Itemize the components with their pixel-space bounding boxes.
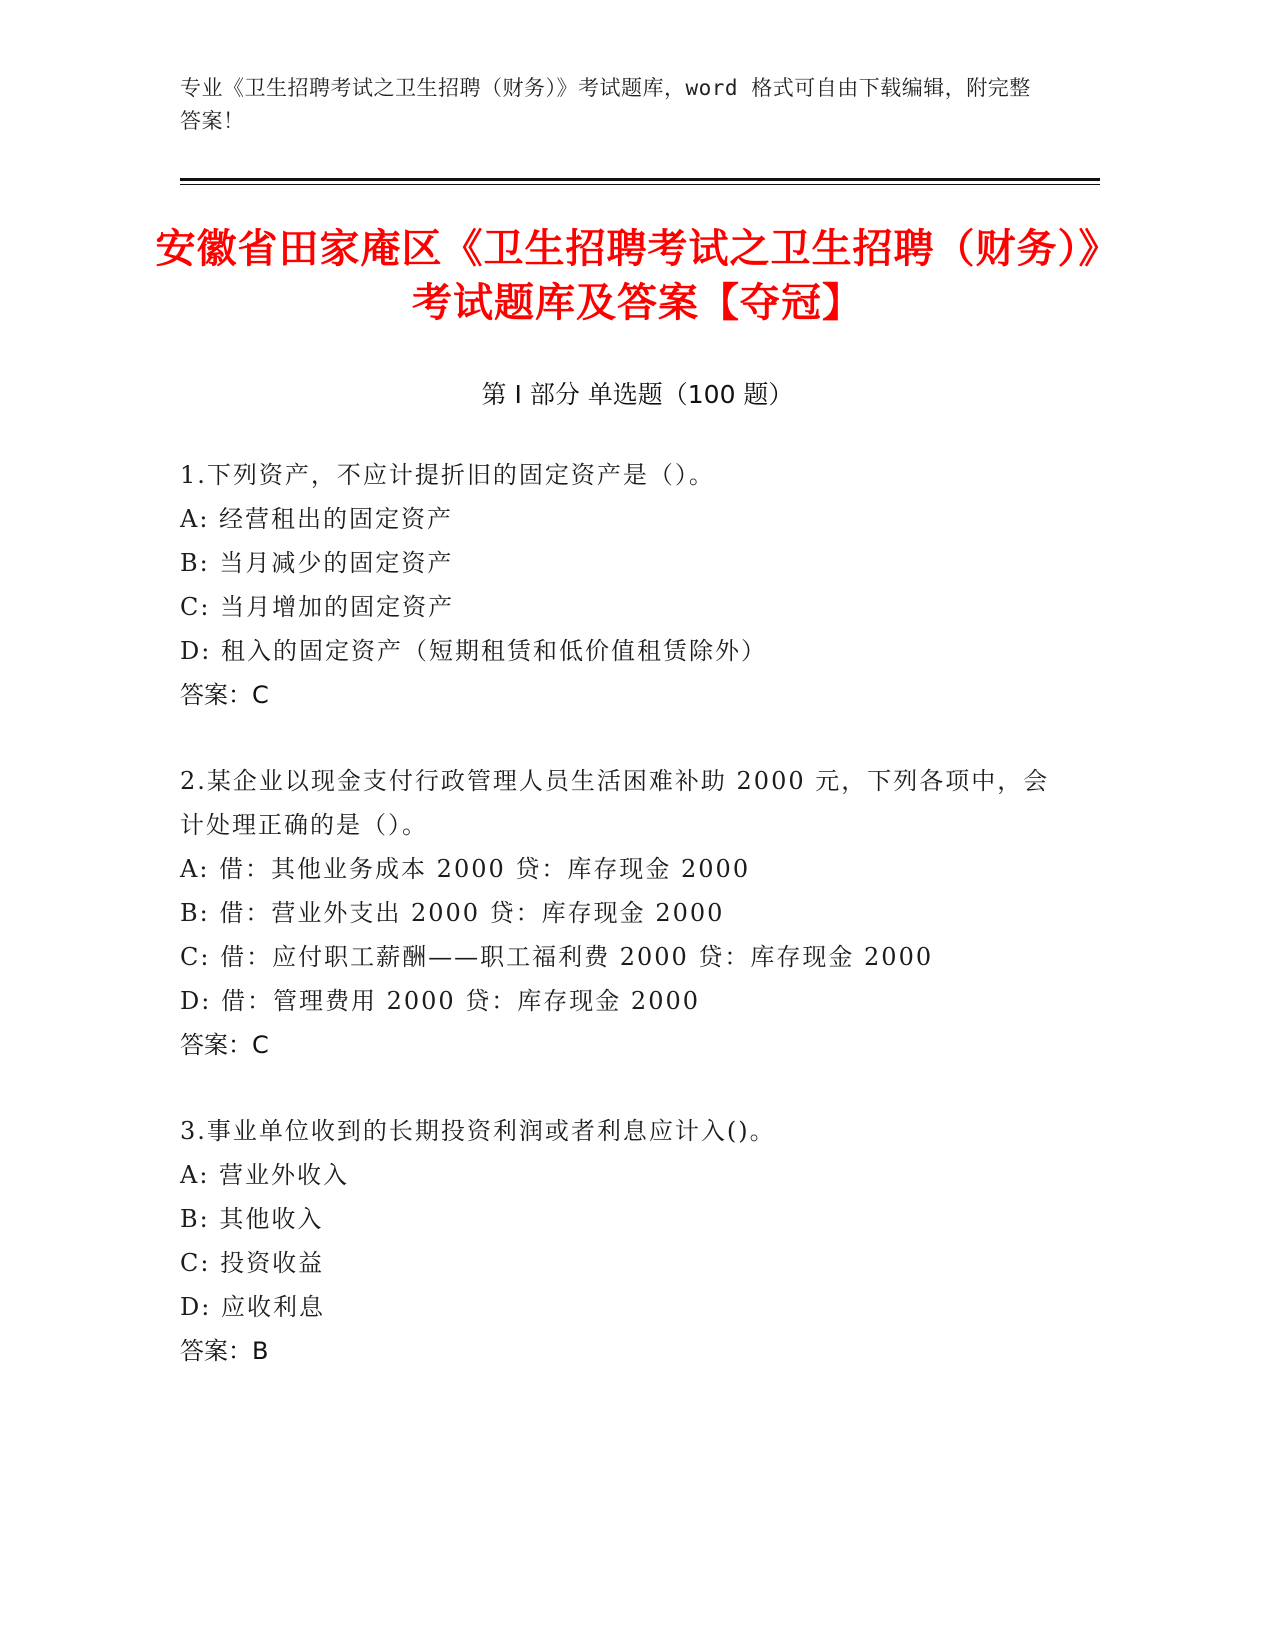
section-heading: 第 I 部分 单选题（100 题） — [481, 380, 794, 409]
option-c: C: 当月增加的固定资产 — [180, 593, 455, 621]
option-a: A: 借：其他业务成本 2000 贷：库存现金 2000 — [180, 855, 751, 883]
question-list — [180, 453, 1060, 1415]
option-d: D: 应收利息 — [180, 1293, 325, 1321]
option-a: A: 营业外收入 — [180, 1161, 350, 1189]
option-b: B: 借：营业外支出 2000 贷：库存现金 2000 — [180, 899, 725, 927]
header-note: 专业《卫生招聘考试之卫生招聘（财务）》考试题库，word 格式可自由下载编辑，附完整答案！ — [180, 76, 1031, 133]
option-a: A: 经营租出的固定资产 — [180, 505, 454, 533]
answer-label: 答案：C — [180, 681, 269, 709]
question-stem: 2.某企业以现金支付行政管理人员生活困难补助 2000 元，下列各项中，会计处理正确的是（）。 — [180, 767, 1050, 839]
question-2 — [180, 759, 1060, 1067]
question-3 — [180, 1109, 1060, 1373]
option-b: B: 当月减少的固定资产 — [180, 549, 454, 577]
header-divider-thin — [180, 184, 1100, 185]
question-1 — [180, 453, 1060, 717]
option-b: B: 其他收入 — [180, 1205, 324, 1233]
option-d: D: 租入的固定资产（短期租赁和低价值租赁除外） — [180, 637, 767, 665]
option-c: C: 投资收益 — [180, 1249, 325, 1277]
header-divider-thick — [180, 178, 1100, 181]
question-stem: 3.事业单位收到的长期投资利润或者利息应计入()。 — [180, 1117, 776, 1145]
option-c: C: 借：应付职工薪酬——职工福利费 2000 贷：库存现金 2000 — [180, 943, 934, 971]
answer-label: 答案：B — [180, 1337, 269, 1365]
answer-label: 答案：C — [180, 1031, 269, 1059]
option-d: D: 借：管理费用 2000 贷：库存现金 2000 — [180, 987, 700, 1015]
document-title: 安徽省田家庵区《卫生招聘考试之卫生招聘（财务）》考试题库及答案【夺冠】 — [155, 226, 1120, 326]
question-stem: 1.下列资产，不应计提折旧的固定资产是（）。 — [180, 461, 715, 489]
